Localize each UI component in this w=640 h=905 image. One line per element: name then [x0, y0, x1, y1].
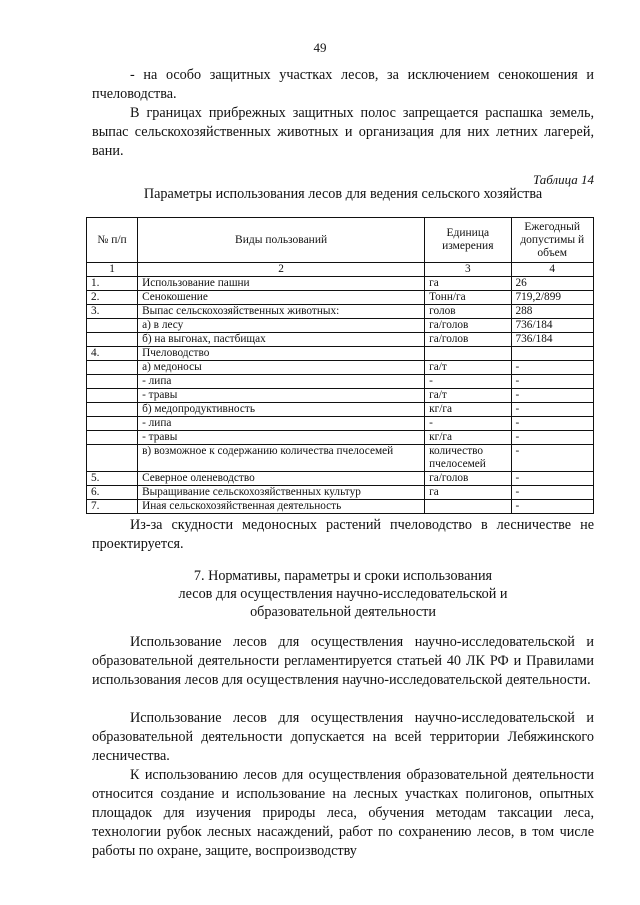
- body-paragraph-2: Использование лесов для осуществления научно-исследовательской и образовательной деятельности допускается на всей территории Лебяжинского лесничества.: [92, 710, 594, 764]
- row-type-cell: - липа: [138, 417, 425, 431]
- row-number-cell: [87, 333, 138, 347]
- header-number: № п/п: [87, 218, 138, 263]
- row-unit-cell: га/т: [425, 389, 511, 403]
- row-volume-cell: -: [511, 403, 594, 417]
- row-type-cell: - травы: [138, 389, 425, 403]
- header-unit: Единица измерения: [425, 218, 511, 263]
- section-heading-line-2: лесов для осуществления научно-исследовательской и: [178, 586, 508, 602]
- page-number: 49: [313, 40, 327, 55]
- table-row: [87, 291, 594, 305]
- table-row: [87, 431, 594, 445]
- table-body: [87, 277, 594, 514]
- table-header-row: [87, 218, 594, 263]
- row-type-cell: а) в лесу: [138, 319, 425, 333]
- row-unit-cell: га: [425, 486, 511, 500]
- row-number-cell: [87, 403, 138, 417]
- table-row: [87, 305, 594, 319]
- row-type-cell: в) возможное к содержанию количества пчелосемей: [138, 445, 425, 472]
- row-unit-cell: голов: [425, 305, 511, 319]
- body-paragraph-1: Использование лесов для осуществления научно-исследовательской и образовательной деятельности регламентируется статьей 40 ЛК РФ и Правилами использования лесов для осуществления научно-исследовательской деятельности.: [92, 634, 594, 688]
- row-number-cell: [87, 375, 138, 389]
- row-type-cell: Выращивание сельскохозяйственных культур: [138, 486, 425, 500]
- row-number-cell: 7.: [87, 500, 138, 514]
- row-unit-cell: кг/га: [425, 431, 511, 445]
- parameters-table: [86, 217, 594, 514]
- row-number-cell: 4.: [87, 347, 138, 361]
- table-row: [87, 319, 594, 333]
- row-unit-cell: количество пчелосемей: [425, 445, 511, 472]
- row-unit-cell: Тонн/га: [425, 291, 511, 305]
- row-volume-cell: -: [511, 417, 594, 431]
- row-unit-cell: га: [425, 277, 511, 291]
- row-unit-cell: га/голов: [425, 333, 511, 347]
- table-row: [87, 472, 594, 486]
- row-type-cell: Иная сельскохозяйственная деятельность: [138, 500, 425, 514]
- row-volume-cell: -: [511, 389, 594, 403]
- row-volume-cell: -: [511, 500, 594, 514]
- row-number-cell: [87, 361, 138, 375]
- table-row: [87, 500, 594, 514]
- row-type-cell: а) медоносы: [138, 361, 425, 375]
- row-number-cell: 3.: [87, 305, 138, 319]
- row-volume-cell: -: [511, 375, 594, 389]
- row-number-cell: 1.: [87, 277, 138, 291]
- table-row: [87, 277, 594, 291]
- after-table-note: Из-за скудности медоносных растений пчеловодство в лесничестве не проектируется.: [92, 517, 594, 552]
- row-unit-cell: -: [425, 375, 511, 389]
- row-unit-cell: [425, 347, 511, 361]
- row-number-cell: 6.: [87, 486, 138, 500]
- table-row: [87, 417, 594, 431]
- row-type-cell: б) медопродуктивность: [138, 403, 425, 417]
- row-unit-cell: га/т: [425, 361, 511, 375]
- table-row: [87, 403, 594, 417]
- column-number-row: [87, 263, 594, 277]
- row-volume-cell: 288: [511, 305, 594, 319]
- row-volume-cell: -: [511, 486, 594, 500]
- table-row: [87, 375, 594, 389]
- table-row: [87, 333, 594, 347]
- row-number-cell: [87, 431, 138, 445]
- row-volume-cell: 736/184: [511, 319, 594, 333]
- table-row: [87, 445, 594, 472]
- row-unit-cell: [425, 500, 511, 514]
- row-number-cell: [87, 319, 138, 333]
- col-number-2: 2: [138, 263, 425, 277]
- row-number-cell: 2.: [87, 291, 138, 305]
- section-heading: [92, 567, 594, 621]
- header-type: Виды пользований: [138, 218, 425, 263]
- row-type-cell: б) на выгонах, пастбищах: [138, 333, 425, 347]
- row-volume-cell: -: [511, 431, 594, 445]
- row-type-cell: - липа: [138, 375, 425, 389]
- row-volume-cell: -: [511, 445, 594, 472]
- row-type-cell: - травы: [138, 431, 425, 445]
- row-unit-cell: га/голов: [425, 472, 511, 486]
- col-number-3: 3: [425, 263, 511, 277]
- table-row: [87, 389, 594, 403]
- row-type-cell: Пчеловодство: [138, 347, 425, 361]
- intro-paragraph-2: В границах прибрежных защитных полос запрещается распашка земель, выпас сельскохозяйственных животных и организация для них летних лагерей, вани.: [92, 105, 594, 159]
- row-number-cell: 5.: [87, 472, 138, 486]
- row-unit-cell: -: [425, 417, 511, 431]
- row-number-cell: [87, 389, 138, 403]
- section-heading-line-3: образовательной деятельности: [250, 604, 436, 620]
- row-volume-cell: [511, 347, 594, 361]
- table-row: [87, 361, 594, 375]
- row-unit-cell: га/голов: [425, 319, 511, 333]
- row-type-cell: Использование пашни: [138, 277, 425, 291]
- row-volume-cell: 719,2/899: [511, 291, 594, 305]
- row-number-cell: [87, 417, 138, 431]
- row-type-cell: Выпас сельскохозяйственных животных:: [138, 305, 425, 319]
- row-volume-cell: -: [511, 361, 594, 375]
- row-unit-cell: кг/га: [425, 403, 511, 417]
- row-volume-cell: 736/184: [511, 333, 594, 347]
- intro-paragraph-1: - на особо защитных участках лесов, за исключением сенокошения и пчеловодства.: [92, 67, 594, 102]
- table-row: [87, 347, 594, 361]
- row-type-cell: Северное оленеводство: [138, 472, 425, 486]
- row-type-cell: Сенокошение: [138, 291, 425, 305]
- row-number-cell: [87, 445, 138, 472]
- table-row: [87, 486, 594, 500]
- col-number-4: 4: [511, 263, 594, 277]
- row-volume-cell: -: [511, 472, 594, 486]
- table-caption: Таблица 14: [532, 172, 594, 187]
- body-paragraph-3: К использованию лесов для осуществления образовательной деятельности относится создание и использование на лесных участках полигонов, опытных площадок для изучения природы леса, обучения методам таксации леса, технологии рубок лесных насаждений, работ по сохранению лесов, в том числе работы по охране, защите, воспроизводству: [92, 767, 594, 859]
- header-volume: Ежегодный допустимы й объем: [511, 218, 594, 263]
- col-number-1: 1: [87, 263, 138, 277]
- section-heading-line-1: 7. Нормативы, параметры и сроки использования: [193, 568, 493, 584]
- row-volume-cell: 26: [511, 277, 594, 291]
- table-title: Параметры использования лесов для ведения сельского хозяйства: [143, 186, 543, 202]
